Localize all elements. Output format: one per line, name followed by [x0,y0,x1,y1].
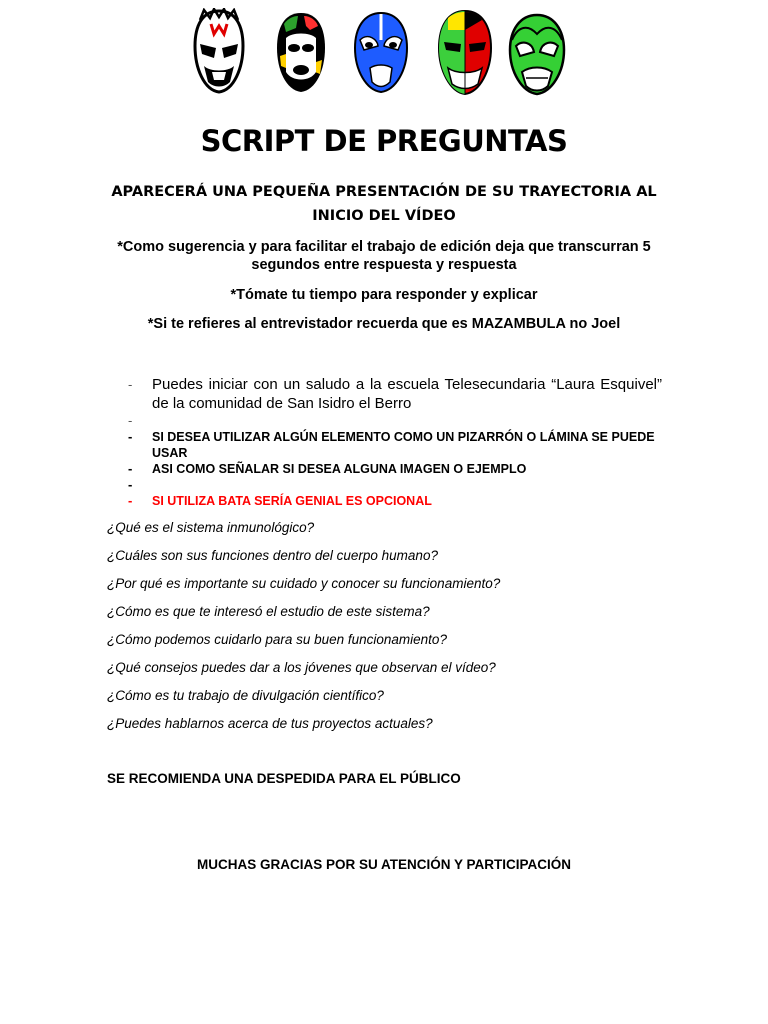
mask-banner [0,8,768,96]
list-item-lab-coat: SI UTILIZA BATA SERÍA GENIAL ES OPCIONAL [152,494,432,508]
list-dash: - [128,413,133,428]
list-item-blackboard: SI DESEA UTILIZAR ALGÚN ELEMENTO COMO UN PIZARRÓN O LÁMINA SE PUEDE USAR [152,430,655,460]
list-dash: - [128,429,133,444]
luchador-mask-white-icon [190,8,248,94]
farewell-note: SE RECOMIENDA UNA DESPEDIDA PARA EL PÚBLICO [107,771,461,786]
question-item: ¿Qué consejos puedes dar a los jóvenes que observan el vídeo? [107,660,496,675]
luchador-mask-multicolor-icon [272,10,330,94]
list-dash: - [128,461,133,476]
note-edit-suggestion: *Como sugerencia y para facilitar el trabajo de edición deja que transcurran 5 segundos entre respuesta y respuesta [117,239,651,273]
thanks-note: MUCHAS GRACIAS POR SU ATENCIÓN Y PARTICIPACIÓN [196,857,572,872]
question-item: ¿Cuáles son sus funciones dentro del cuerpo humano? [107,548,438,563]
luchador-mask-red-green-icon [434,8,496,96]
page-title: SCRIPT DE PREGUNTAS [200,124,568,158]
note-take-time: *Tómate tu tiempo para responder y explicar [230,287,538,303]
luchador-mask-blue-icon [350,10,412,94]
list-dash: - [128,493,133,508]
question-item: ¿Cómo es tu trabajo de divulgación científico? [107,688,384,703]
list-item-greeting: Puedes iniciar con un saludo a la escuela Telesecundaria “Laura Esquivel” de la comunidad de San Isidro el Berro [152,376,662,412]
luchador-mask-green-icon [504,12,570,96]
question-item: ¿Por qué es importante su cuidado y conocer su funcionamiento? [107,576,501,591]
list-item-image-hint: ASI COMO SEÑALAR SI DESEA ALGUNA IMAGEN O EJEMPLO [152,462,527,476]
note-interviewer-name: *Si te refieres al entrevistador recuerda que es MAZAMBULA no Joel [147,316,621,332]
list-dash: - [128,377,133,392]
question-item: ¿Qué es el sistema inmunológico? [107,520,315,535]
subtitle: APARECERÁ UNA PEQUEÑA PRESENTACIÓN DE SU TRAYECTORIA AL INICIO DEL VÍDEO [111,184,657,224]
list-dash: - [128,477,133,492]
question-item: ¿Cómo es que te interesó el estudio de este sistema? [107,604,430,619]
question-item: ¿Cómo podemos cuidarlo para su buen funcionamiento? [107,632,447,647]
question-item: ¿Puedes hablarnos acerca de tus proyectos actuales? [107,716,433,731]
